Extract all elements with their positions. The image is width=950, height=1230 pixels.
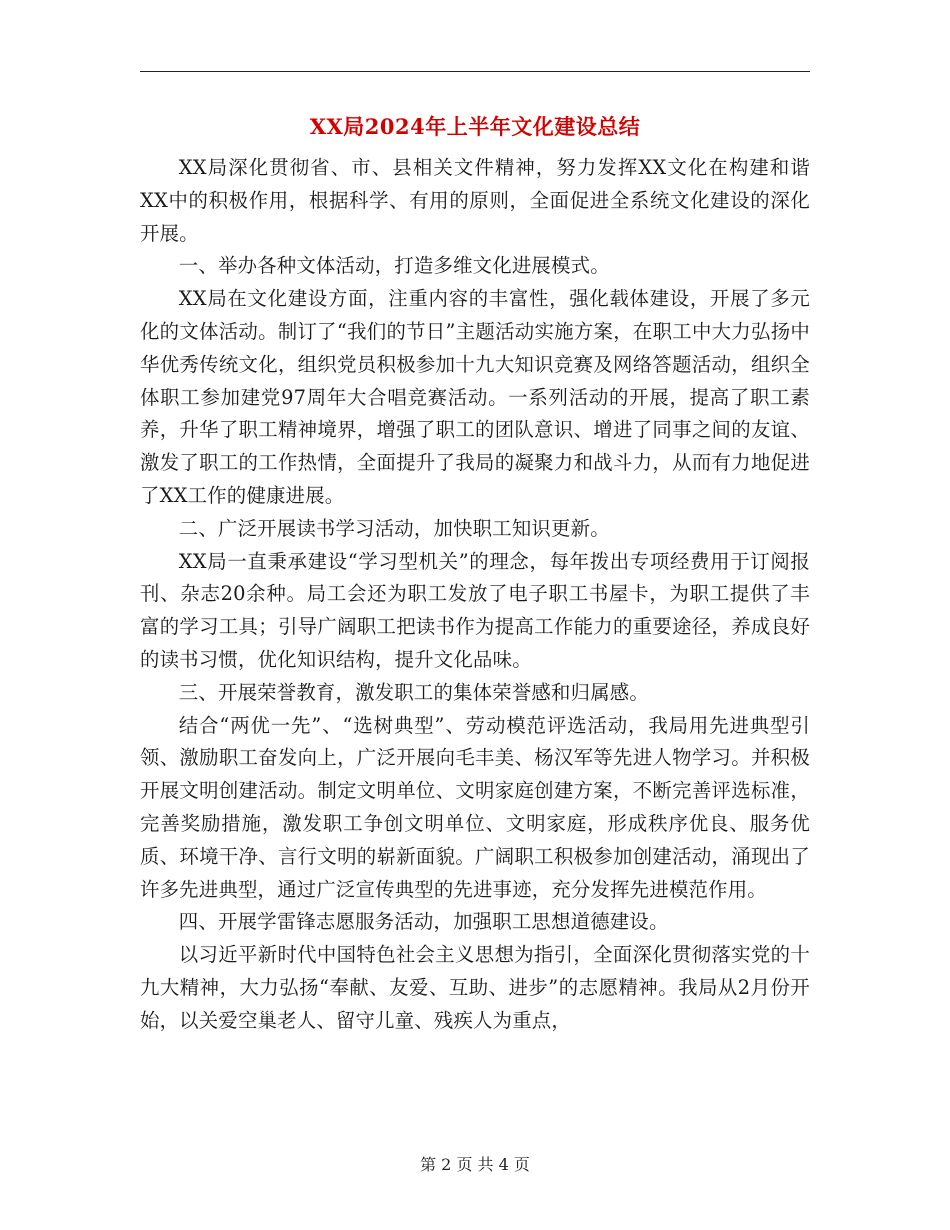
intro-paragraph: XX局深化贯彻省、市、县相关文件精神，努力发挥XX文化在构建和谐XX中的积极作用，根据科学、有用的原则，全面促进全系统文化建设的深化开展。: [140, 156, 810, 245]
section-body-3: 结合“两优一先”、“选树典型”、劳动模范评选活动，我局用先进典型引领、激励职工奋发向上，广泛开展向毛丰美、杨汉军等先进人物学习。并积极开展文明创建活动。制定文明单位、文明家庭创建方案，不断完善评选标准，完善奖励措施，激发职工争创文明单位、文明家庭，形成秩序优良、服务优质、环境干净、言行文明的崭新面貌。广阔职工积极参加创建活动，涌现出了许多先进典型，通过广泛宣传典型的先进事迹，充分发挥先进模范作用。: [140, 713, 810, 901]
section-heading-1: 一、举办各种文体活动，打造多维文化进展模式。: [178, 254, 610, 278]
section-body-2: XX局一直秉承建设“学习型机关”的理念，每年拨出专项经费用于订阅报刊、杂志20余种。局工会还为职工发放了电子职工书屋卡，为职工提供了丰富的学习工具；引导广阔职工把读书作为提高工作能力的重要途径，养成良好的读书习惯，优化知识结构，提升文化品味。: [140, 549, 810, 671]
section-body-4: 以习近平新时代中国特色社会主义思想为指引，全面深化贯彻落实党的十九大精神，大力弘扬“奉献、友爱、互助、进步”的志愿精神。我局从2月份开始，以关爱空巢老人、留守儿童、残疾人为重点，: [140, 943, 810, 1032]
section-heading-2: 二、广泛开展读书学习活动，加快职工知识更新。: [178, 516, 610, 540]
header-rule: [140, 71, 810, 72]
section-heading-4: 四、开展学雷锋志愿服务活动，加强职工思想道德建设。: [178, 910, 669, 934]
document-title: XX局2024年上半年文化建设总结: [309, 114, 641, 139]
document-body: [140, 152, 810, 1038]
page-number: 第 2 页 共 4 页: [420, 1155, 530, 1174]
section-body-1: XX局在文化建设方面，注重内容的丰富性，强化载体建设，开展了多元化的文体活动。制订了“我们的节日”主题活动实施方案，在职工中大力弘扬中华优秀传统文化，组织党员积极参加十九大知识竞赛及网络答题活动，组织全体职工参加建党97周年大合唱竞赛活动。一系列活动的开展，提高了职工素养，升华了职工精神境界，增强了职工的团队意识、增进了同事之间的友谊、激发了职工的工作热情，全面提升了我局的凝聚力和战斗力，从而有力地促进了XX工作的健康进展。: [140, 287, 810, 507]
section-heading-3: 三、开展荣誉教育，激发职工的集体荣誉感和归属感。: [178, 680, 649, 704]
